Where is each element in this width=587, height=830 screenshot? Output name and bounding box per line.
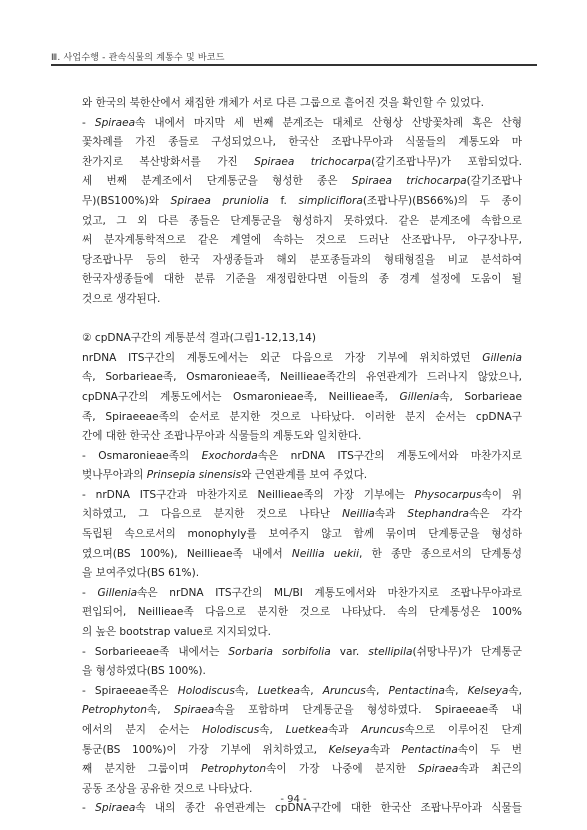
text-line bbox=[82, 662, 522, 682]
text-run: 통군(BS 100%)이 가장 기부에 위치하였고, bbox=[82, 743, 329, 756]
text-run: 에서의 분지 순서는 bbox=[82, 724, 203, 736]
italic-taxon: Spiraea bbox=[94, 116, 136, 129]
text-line bbox=[82, 564, 522, 584]
text-run: - Osmaronieae족의 bbox=[82, 449, 202, 462]
text-run: var. bbox=[330, 645, 369, 658]
text-run: - nrDNA ITS구간과 마찬가지로 Neillieae족의 가장 기부에는 bbox=[82, 488, 415, 501]
text-run: 꽃차례를 가진 종들로 구성되었으나, 한국산 조팝나무아과 식물들의 계통도와 마 bbox=[82, 136, 522, 149]
italic-taxon: Gillenia bbox=[399, 390, 440, 403]
text-run: 속은 각각 bbox=[468, 508, 523, 521]
text-run: 속, bbox=[259, 724, 286, 736]
text-run: (갈기조팝나무)가 포함되었다. bbox=[371, 155, 523, 168]
text-run: 속은 nrDNA ITS구간의 계통도에서와 마찬가지로 bbox=[257, 449, 522, 462]
text-run: 속, Sorbarieae bbox=[439, 390, 522, 403]
text-line bbox=[82, 349, 522, 369]
text-run: 속으로 이루어진 단계 bbox=[404, 724, 522, 736]
text-run: (쉬땅나무)가 단계통군 bbox=[412, 645, 522, 658]
text-line bbox=[82, 408, 522, 428]
text-line bbox=[82, 153, 522, 173]
text-line bbox=[82, 466, 522, 486]
text-run: 족, Spiraeeae족의 순서로 분지한 것으로 나타났다. 이러한 분지 순서는 cpDNA구 bbox=[82, 410, 522, 423]
italic-taxon: Aruncus bbox=[361, 724, 405, 736]
italic-taxon: Holodiscus bbox=[177, 684, 235, 697]
italic-taxon: Spiraea bbox=[95, 802, 136, 815]
italic-taxon: Spiraea bbox=[173, 704, 215, 717]
text-run: 것으로 생각된다. bbox=[82, 292, 161, 305]
text-line bbox=[82, 486, 522, 506]
page-number: - 94 - bbox=[280, 794, 307, 805]
text-run: 을 보여주었다(BS 61%). bbox=[82, 567, 200, 580]
text-run: 한국자생종들에 대한 분류 기준을 재정립한다면 이들의 종 경계 설정에 도움이 될 bbox=[82, 273, 522, 286]
text-run: 속, bbox=[508, 684, 522, 697]
italic-taxon: Prinsepia sinensis bbox=[146, 469, 242, 482]
header-rule bbox=[51, 64, 537, 66]
text-run: 간에 대한 한국산 조팝나무아과 식물들의 계통도와 일치한다. bbox=[82, 430, 362, 443]
text-line bbox=[82, 427, 522, 447]
italic-taxon: Spiraea bbox=[418, 763, 459, 776]
text-line bbox=[82, 368, 522, 388]
text-line bbox=[82, 584, 522, 604]
text-run: 속과 bbox=[374, 508, 408, 521]
text-line bbox=[82, 701, 522, 721]
text-run: 속 내에서 마지막 세 번째 분계조는 대체로 산형상 산방꽃차례 혹은 산형 bbox=[135, 116, 522, 129]
text-line bbox=[82, 172, 522, 192]
text-line bbox=[82, 212, 522, 232]
text-run: 었고, 그 외 다른 종들은 단계통군을 형성하지 못하였다. 같은 분계조에 속함으로 bbox=[82, 214, 522, 227]
text-run: - bbox=[82, 586, 98, 599]
text-run: 였으며(BS 100%), Neillieae족 내에서 bbox=[82, 547, 292, 560]
italic-taxon: Gillenia bbox=[482, 351, 522, 364]
text-run: 벚나무아과의 bbox=[82, 469, 147, 482]
text-line bbox=[82, 251, 522, 271]
italic-taxon: Neillia bbox=[342, 508, 375, 521]
italic-taxon: Petrophyton bbox=[82, 704, 147, 717]
text-run: ② cpDNA구간의 계통분석 결과(그림1-12,13,14) bbox=[82, 332, 317, 345]
italic-taxon: Exochorda bbox=[201, 449, 258, 462]
text-line bbox=[82, 623, 522, 643]
text-run: 속이 두 번 bbox=[457, 743, 522, 756]
text-line bbox=[82, 505, 522, 525]
italic-taxon: Sorbaria sorbifolia bbox=[228, 645, 331, 658]
italic-taxon: simpliciflora bbox=[298, 194, 363, 207]
text-run: 편입되어, Neillieae족 다음으로 분지한 것으로 나타났다. 속의 단계통성은 100% bbox=[82, 606, 522, 619]
text-run: - bbox=[82, 802, 96, 815]
text-line bbox=[82, 545, 522, 565]
text-run: f. bbox=[268, 194, 299, 207]
italic-taxon: stellipila bbox=[368, 645, 413, 658]
text-run: 의 높은 bootstrap value로 지지되었다. bbox=[82, 626, 271, 639]
text-line bbox=[82, 603, 522, 623]
italic-taxon: Kelseya bbox=[328, 743, 370, 756]
text-run: 찬가지로 복산방화서를 가진 bbox=[82, 155, 255, 168]
text-run: 당조팝나무 등의 한국 자생종들과 해외 분포종들과의 형태형질을 비교 분석하여 bbox=[82, 253, 522, 266]
text-run: , 한 종만 종으로서의 단계통성 bbox=[359, 547, 522, 560]
text-line bbox=[82, 682, 522, 702]
text-run: 속과 bbox=[369, 743, 402, 756]
text-run: 을 형성하였다(BS 100%). bbox=[82, 665, 206, 678]
italic-taxon: Petrophyton bbox=[201, 763, 267, 776]
italic-taxon: Spiraea trichocarpa bbox=[254, 155, 372, 168]
text-run: 속, Sorbarieae족, Osmaronieae족, Neillieae족간의 유연관계가 드러나지 않았으나, bbox=[82, 371, 522, 384]
text-line bbox=[82, 643, 522, 663]
text-run: 무)(BS100%)와 bbox=[82, 194, 171, 207]
text-run: 속은 nrDNA ITS구간의 ML/BI 계통도에서와 마찬가지로 조팝나무아과로 bbox=[137, 586, 522, 599]
text-run: 공동 조상을 공유한 것으로 나타났다. bbox=[82, 782, 253, 795]
italic-taxon: Aruncus bbox=[322, 684, 366, 697]
italic-taxon: Pentactina bbox=[388, 684, 445, 697]
text-run: (조팝나무)(BS66%)의 두 종이 bbox=[362, 194, 522, 207]
text-run: - bbox=[82, 116, 95, 129]
running-header: Ⅲ. 사업수행 - 관속식물의 계통수 및 바코드 bbox=[51, 53, 225, 63]
text-run: 속을 포함하며 단계통군을 형성하였다. Spiraeeae족 내 bbox=[214, 704, 523, 717]
italic-taxon: Gillenia bbox=[97, 586, 138, 599]
text-line bbox=[82, 231, 522, 251]
text-run: nrDNA ITS구간의 계통도에서는 외군 다음으로 가장 기부에 위치하였던 bbox=[82, 351, 483, 364]
body-text bbox=[82, 94, 522, 819]
text-run: 속, bbox=[444, 684, 468, 697]
text-run: 속 내의 종간 유연관계는 cpDNA구간에 대한 한국산 조팝나무아과 식물들 bbox=[135, 802, 522, 815]
italic-taxon: Pentactina bbox=[401, 743, 458, 756]
text-run: 속, bbox=[300, 684, 323, 697]
text-run: (갈기조팝나 bbox=[466, 175, 522, 188]
italic-taxon: Luetkea bbox=[257, 684, 300, 697]
text-run: 와 근연관계를 보여 주었다. bbox=[241, 469, 368, 482]
text-line bbox=[82, 525, 522, 545]
text-line bbox=[82, 114, 522, 134]
italic-taxon: Physocarpus bbox=[414, 488, 482, 501]
text-run: 치하였고, 그 다음으로 분지한 것으로 나타난 bbox=[82, 508, 343, 521]
text-run: 세 번째 분계조에서 단계통군을 형성한 종은 bbox=[82, 175, 352, 188]
italic-taxon: Kelseya bbox=[467, 684, 509, 697]
italic-taxon: Stephandra bbox=[407, 508, 469, 521]
text-line bbox=[82, 192, 522, 212]
italic-taxon: Spiraea pruniolia bbox=[170, 194, 269, 207]
text-line bbox=[82, 388, 522, 408]
text-run: 써 분자계통학적으로 같은 계열에 속하는 것으로 드러난 산조팝나무, 아구장나무, bbox=[82, 234, 522, 247]
text-run: 째 분지한 그룹이며 bbox=[82, 763, 202, 776]
text-run: 속과 bbox=[328, 724, 362, 736]
text-run: cpDNA구간의 계통도에서는 Osmaronieae족, Neillieae족, bbox=[82, 390, 400, 403]
text-run: 속이 위 bbox=[481, 488, 522, 501]
text-line bbox=[82, 721, 522, 741]
text-line bbox=[82, 290, 522, 310]
text-run: 속과 최근의 bbox=[458, 763, 522, 776]
text-run: 속이 가장 나중에 분지한 bbox=[266, 763, 419, 776]
text-run: - Sorbarieeae족 내에서는 bbox=[82, 645, 229, 658]
italic-taxon: Luetkea bbox=[285, 724, 329, 736]
text-run: 와 한국의 북한산에서 채집한 개체가 서로 다른 그룹으로 흩어진 것을 확인할 수 있었다. bbox=[82, 97, 484, 109]
text-run: 독립된 속으로서의 monophyly를 보여주지 않고 함께 묶이며 단계통군을 형성하 bbox=[82, 528, 522, 541]
paragraph-gap bbox=[82, 310, 522, 330]
italic-taxon: Holodiscus bbox=[202, 724, 260, 736]
text-run: 속, bbox=[146, 704, 174, 717]
text-line bbox=[82, 329, 522, 349]
text-line bbox=[82, 133, 522, 153]
italic-taxon: Neillia uekii bbox=[291, 547, 360, 560]
text-line bbox=[82, 760, 522, 780]
text-run: - Spiraeeae족은 bbox=[82, 684, 178, 697]
text-run: 속, bbox=[234, 684, 258, 697]
text-line bbox=[82, 270, 522, 290]
italic-taxon: Spiraea trichocarpa bbox=[351, 175, 467, 188]
text-line bbox=[82, 94, 522, 114]
text-line bbox=[82, 741, 522, 761]
text-line bbox=[82, 447, 522, 467]
text-run: 속, bbox=[365, 684, 389, 697]
